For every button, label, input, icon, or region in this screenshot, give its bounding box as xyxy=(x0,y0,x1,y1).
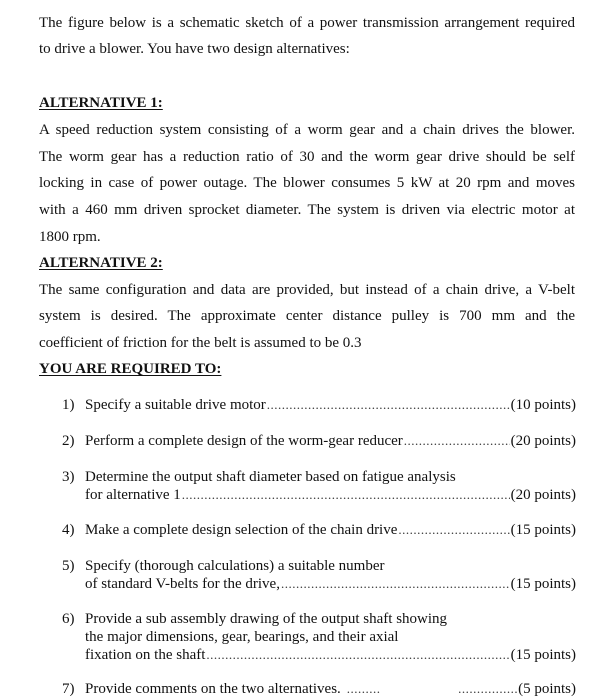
task-points: (15 points) xyxy=(510,576,576,592)
task-text: Provide comments on the two alternatives. xyxy=(85,681,341,697)
task-number: 4) xyxy=(62,522,75,538)
task-text: Specify a suitable drive motor xyxy=(85,397,266,413)
leader-dots xyxy=(206,646,509,664)
task-points: (10 points) xyxy=(510,397,576,413)
leader-dots xyxy=(182,486,510,504)
task-text: fixation on the shaft xyxy=(85,647,206,663)
task-text: of standard V-belts for the drive, xyxy=(85,576,280,592)
leader-dots xyxy=(404,432,510,450)
task-number: 6) xyxy=(62,611,75,627)
task-number: 5) xyxy=(62,558,75,574)
task-text: the major dimensions, gear, bearings, and their axial xyxy=(85,629,399,645)
intro-line-1: The figure below is a schematic sketch of a power transmission arrangement required xyxy=(39,15,575,31)
task-text: Specify (thorough calculations) a suitable number xyxy=(85,558,385,574)
leader-dots xyxy=(281,575,510,593)
alternative-1-line: with a 460 mm driven sprocket diameter. The system is driven via electric motor at xyxy=(39,202,575,218)
task-points: (15 points) xyxy=(510,647,576,663)
task-number: 7) xyxy=(62,681,75,697)
task-text: Make a complete design selection of the chain drive xyxy=(85,522,398,538)
alternative-1-line: A speed reduction system consisting of a worm gear and a chain drives the blower. xyxy=(39,122,575,138)
task-text: for alternative 1 xyxy=(85,487,181,503)
task-text: Provide a sub assembly drawing of the output shaft showing xyxy=(85,611,448,627)
alternative-2-line: coefficient of friction for the belt is assumed to be 0.3 xyxy=(39,335,362,351)
leader-dots xyxy=(398,521,509,539)
required-heading: YOU ARE REQUIRED TO: xyxy=(39,361,222,377)
alternative-2-line: system is desired. The approximate center distance pulley is 700 mm and the xyxy=(39,308,575,324)
task-number: 3) xyxy=(62,469,75,485)
leader-dots: ......... xyxy=(346,681,381,696)
task-points: (5 points) xyxy=(518,681,576,697)
task-text: Perform a complete design of the worm-gear reducer xyxy=(85,433,403,449)
task-number: 2) xyxy=(62,433,75,449)
alternative-1-line: 1800 rpm. xyxy=(39,229,101,245)
task-text: Determine the output shaft diameter based on fatigue analysis xyxy=(85,469,456,485)
task-points: (15 points) xyxy=(510,522,576,538)
task-number: 1) xyxy=(62,397,75,413)
alternative-2-heading: ALTERNATIVE 2: xyxy=(39,255,163,271)
alternative-2-line: The same configuration and data are provided, but instead of a chain drive, a V-belt xyxy=(39,282,575,298)
leader-dots: ................ xyxy=(458,681,519,696)
alternative-1-heading: ALTERNATIVE 1: xyxy=(39,95,163,111)
alternative-1-line: locking in case of power outage. The blower consumes 5 kW at 20 rpm and moves xyxy=(39,175,575,191)
task-points: (20 points) xyxy=(510,433,576,449)
leader-dots xyxy=(267,396,510,414)
intro-line-2: to drive a blower. You have two design alternatives: xyxy=(39,41,350,57)
alternative-1-line: The worm gear has a reduction ratio of 30 and the worm gear drive should be self xyxy=(39,149,575,165)
task-points: (20 points) xyxy=(510,487,576,503)
